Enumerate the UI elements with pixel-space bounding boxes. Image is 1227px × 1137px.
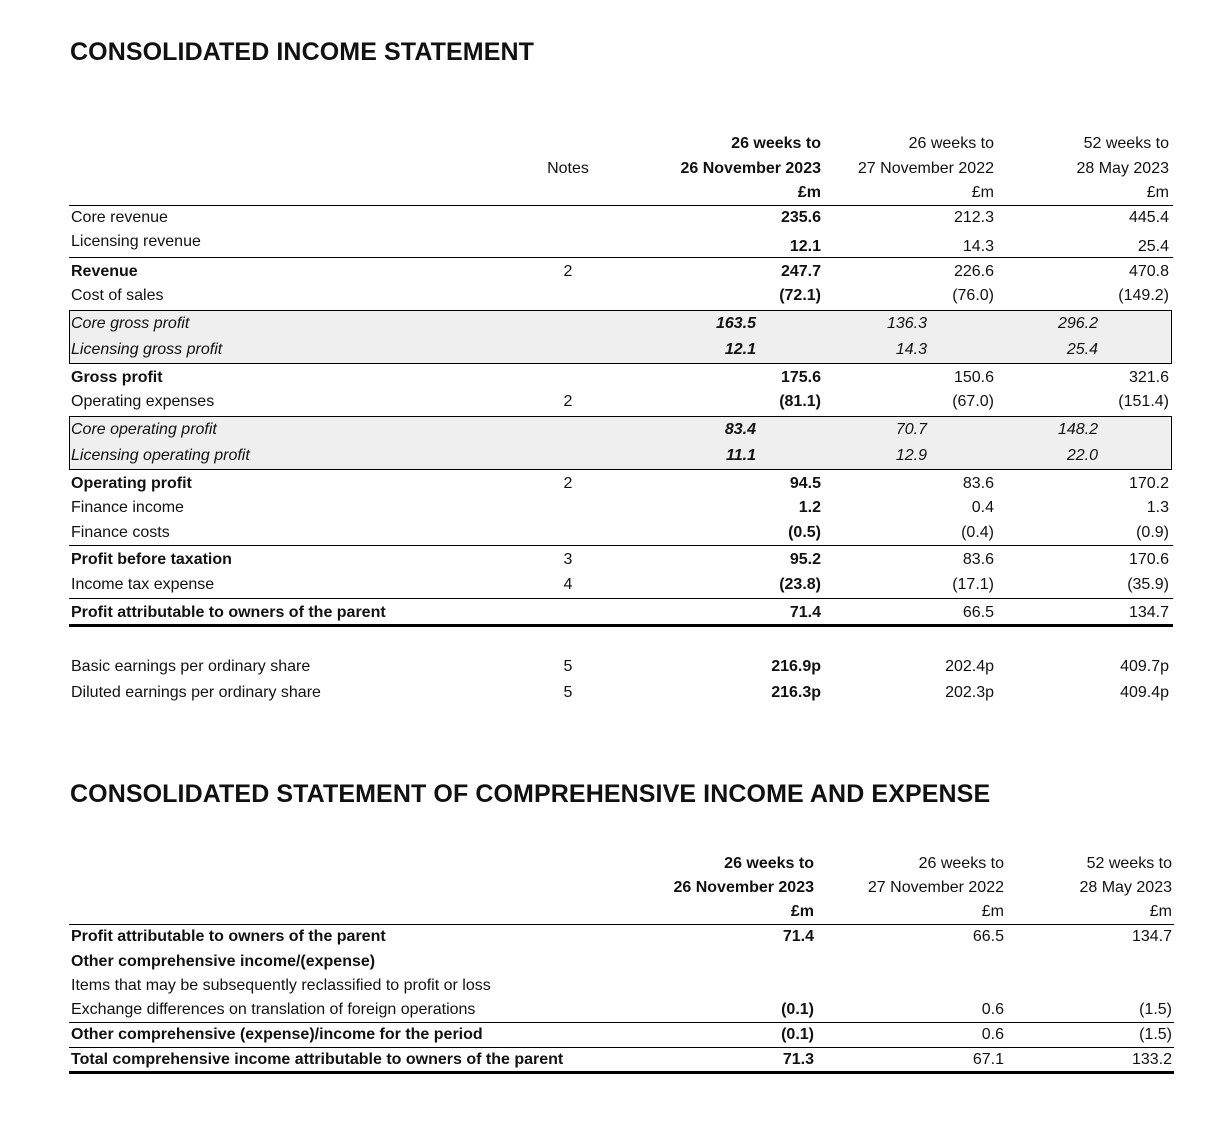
row-label: Other comprehensive income/(expense) (71, 953, 376, 970)
value-col1: (23.8) (779, 576, 821, 593)
value-col1: (0.1) (781, 1001, 814, 1018)
row-label: Cost of sales (71, 287, 164, 304)
row-label: Exchange differences on translation of foreign operations (71, 1001, 476, 1018)
row-label: Core revenue (71, 209, 168, 226)
value-col3: 133.2 (1131, 1051, 1172, 1068)
ci-col1-header-line2: 26 November 2023 (673, 879, 814, 896)
value-col3: 25.4 (1066, 341, 1098, 358)
row-label: Profit attributable to owners of the parent (71, 928, 386, 945)
row-label: Licensing revenue (71, 233, 201, 250)
income-statement-title: CONSOLIDATED INCOME STATEMENT (70, 38, 534, 66)
value-col2: 0.4 (971, 499, 994, 516)
value-col2: (0.4) (961, 524, 994, 541)
value-col3: (0.9) (1136, 524, 1169, 541)
value-col3: (35.9) (1127, 576, 1169, 593)
header-rule (69, 205, 1173, 206)
col3-header-line2: 28 May 2023 (1076, 160, 1169, 177)
col3-header-line1: 52 weeks to (1083, 135, 1169, 152)
value-col1: (81.1) (779, 393, 821, 410)
row-label: Finance income (71, 499, 184, 516)
row-note: 2 (563, 475, 573, 492)
value-col1: 163.5 (715, 315, 756, 332)
value-col2: 67.1 (972, 1051, 1004, 1068)
value-col1: 12.1 (789, 238, 821, 255)
value-col2: 66.5 (962, 604, 994, 621)
value-col2: 202.3p (945, 684, 994, 701)
value-col3: 22.0 (1066, 447, 1098, 464)
value-col3: (1.5) (1139, 1001, 1172, 1018)
row-label: Licensing operating profit (71, 447, 250, 464)
value-col2: 12.9 (895, 447, 927, 464)
value-col2: 150.6 (953, 369, 994, 386)
row-label: Diluted earnings per ordinary share (71, 684, 321, 701)
value-col1: 83.4 (724, 421, 756, 438)
value-col3: 445.4 (1128, 209, 1169, 226)
value-col3: 134.7 (1128, 604, 1169, 621)
row-label: Total comprehensive income attributable to owners of the parent (71, 1051, 564, 1068)
ci-col2-header-line1: 26 weeks to (918, 855, 1004, 872)
row-note: 5 (563, 684, 573, 701)
value-col2: 202.4p (945, 658, 994, 675)
value-col1: 94.5 (789, 475, 821, 492)
value-col3: 470.8 (1128, 263, 1169, 280)
value-col1: 71.4 (782, 928, 814, 945)
value-col1: 1.2 (798, 499, 821, 516)
value-col1: (0.5) (788, 524, 821, 541)
value-col3: 134.7 (1131, 928, 1172, 945)
value-col1: 216.9p (771, 658, 821, 675)
col1-header-line2: 26 November 2023 (680, 160, 821, 177)
value-col1: 71.3 (782, 1051, 814, 1068)
value-col2: 226.6 (953, 263, 994, 280)
value-col2: (17.1) (952, 576, 994, 593)
col2-header-line1: 26 weeks to (908, 135, 994, 152)
value-col3: 170.6 (1128, 551, 1169, 568)
col3-header-unit: £m (1146, 184, 1169, 201)
value-col2: 70.7 (895, 421, 927, 438)
col1-header-line1: 26 weeks to (731, 135, 821, 152)
value-col2: (67.0) (952, 393, 994, 410)
value-col2: (76.0) (952, 287, 994, 304)
ci-col1-header-unit: £m (790, 903, 814, 920)
value-col3: 321.6 (1128, 369, 1169, 386)
row-label: Gross profit (71, 369, 163, 386)
ci-col2-header-unit: £m (981, 903, 1004, 920)
value-col3: 148.2 (1057, 421, 1098, 438)
value-col1: 247.7 (780, 263, 821, 280)
double-rule (69, 1071, 1174, 1074)
ci-col1-header-line1: 26 weeks to (724, 855, 814, 872)
value-col3: 170.2 (1128, 475, 1169, 492)
value-col2: 0.6 (981, 1001, 1004, 1018)
value-col1: 71.4 (789, 604, 821, 621)
row-label: Finance costs (71, 524, 170, 541)
row-label: Operating profit (71, 475, 192, 492)
row-label: Basic earnings per ordinary share (71, 658, 311, 675)
ci-col3-header-line1: 52 weeks to (1086, 855, 1172, 872)
row-label: Licensing gross profit (71, 341, 223, 358)
value-col1: 235.6 (780, 209, 821, 226)
row-label: Profit attributable to owners of the parent (71, 604, 386, 621)
value-col1: 12.1 (724, 341, 756, 358)
value-col3: (149.2) (1118, 287, 1169, 304)
row-label: Items that may be subsequently reclassified to profit or loss (71, 977, 491, 994)
value-col2: 0.6 (981, 1026, 1004, 1043)
row-label: Other comprehensive (expense)/income for the period (71, 1026, 483, 1043)
value-col1: 95.2 (789, 551, 821, 568)
rule (69, 598, 1173, 599)
value-col2: 83.6 (962, 551, 994, 568)
value-col3: 1.3 (1146, 499, 1169, 516)
ci-col3-header-unit: £m (1149, 903, 1172, 920)
row-note: 3 (563, 551, 573, 568)
value-col2: 83.6 (962, 475, 994, 492)
value-col2: 212.3 (953, 209, 994, 226)
rule (69, 1047, 1174, 1048)
row-label: Revenue (71, 263, 138, 280)
row-note: 2 (563, 393, 573, 410)
value-col2: 136.3 (886, 315, 927, 332)
comprehensive-income-title: CONSOLIDATED STATEMENT OF COMPREHENSIVE INCOME AND EXPENSE (70, 780, 991, 808)
row-label: Core gross profit (71, 315, 190, 332)
col2-header-unit: £m (971, 184, 994, 201)
value-col3: (151.4) (1118, 393, 1169, 410)
notes-header: Notes (547, 160, 589, 177)
value-col3: (1.5) (1139, 1026, 1172, 1043)
value-col1: (72.1) (779, 287, 821, 304)
value-col3: 409.4p (1120, 684, 1169, 701)
rule (69, 257, 1173, 258)
row-label: Core operating profit (71, 421, 217, 438)
value-col1: 216.3p (771, 684, 821, 701)
ci-header-rule (69, 924, 1174, 925)
value-col1: 175.6 (780, 369, 821, 386)
col1-header-unit: £m (797, 184, 821, 201)
row-note: 4 (563, 576, 573, 593)
row-label: Income tax expense (71, 576, 215, 593)
row-note: 5 (563, 658, 573, 675)
row-label: Operating expenses (71, 393, 215, 410)
value-col2: 14.3 (962, 238, 994, 255)
row-label: Profit before taxation (71, 551, 232, 568)
row-note: 2 (563, 263, 573, 280)
value-col2: 14.3 (895, 341, 927, 358)
col2-header-line2: 27 November 2022 (857, 160, 994, 177)
ci-col3-header-line2: 28 May 2023 (1079, 879, 1172, 896)
value-col3: 25.4 (1137, 238, 1169, 255)
value-col3: 409.7p (1120, 658, 1169, 675)
ci-col2-header-line2: 27 November 2022 (867, 879, 1004, 896)
value-col2: 66.5 (972, 928, 1004, 945)
double-rule (69, 624, 1173, 627)
value-col1: 11.1 (726, 447, 756, 464)
value-col1: (0.1) (781, 1026, 814, 1043)
rule (69, 1022, 1174, 1023)
rule (69, 545, 1173, 546)
value-col3: 296.2 (1057, 315, 1098, 332)
